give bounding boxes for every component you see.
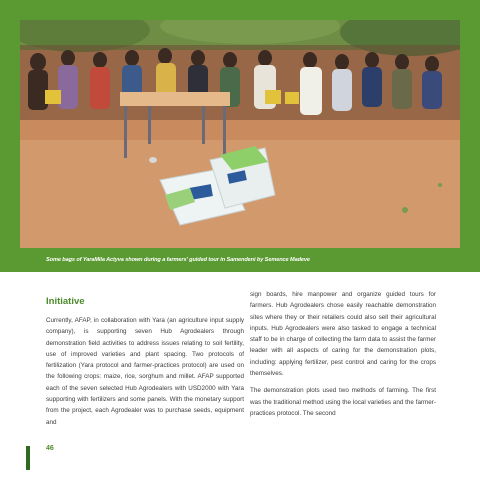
right-column [250, 289, 436, 425]
body-paragraph: sign boards, hire manpower and organize guided tours for farmers. Hub Agrodealers chose easily reachable demonstration sites where they or their retailers could also sell their agricultural inputs. Hub Agrodealers were also tasked to engage a technical staff to be in charge of collecting the farm data to assist the farmer leader with all aspects of caring for the demonstration plots, including: applying fertilizer, pest control and caring for the crops themselves. [250, 291, 436, 378]
section-heading: Initiative [46, 296, 85, 307]
body-paragraph: The demonstration plots used two methods of farming. The first was the traditional method using the local varieties and the farmer-practices protocol. The second [250, 387, 436, 417]
page-number: 46 [46, 445, 54, 452]
left-column [46, 315, 244, 434]
field-photo [20, 20, 460, 248]
field-photo-illustration [20, 20, 460, 248]
body-paragraph: Currently, AFAP, in collaboration with Yara (an agriculture input supply company), is supporting seven Hub Agrodealers through demonstration field activities to address issues relating to soil fertility, use of improved varieties and plant spacing. Two protocols of fertilization (Yara protocol and farmer-practices protocol) are used on the following crops: maize, rice, sorghum and millet. AFAP supported each of the seven selected Hub Agrodealers with USD2000 with Yara supporting with fertilizers and some panels. With the monetary support from the project, each Agrodealer was to purchase seeds, equipment and [46, 317, 244, 426]
photo-caption: Some bags of YaraMila Actyva shown during a farmers' guided tour in Samendeni by Semence Madeve [46, 257, 310, 263]
page-accent-bar [26, 446, 30, 470]
